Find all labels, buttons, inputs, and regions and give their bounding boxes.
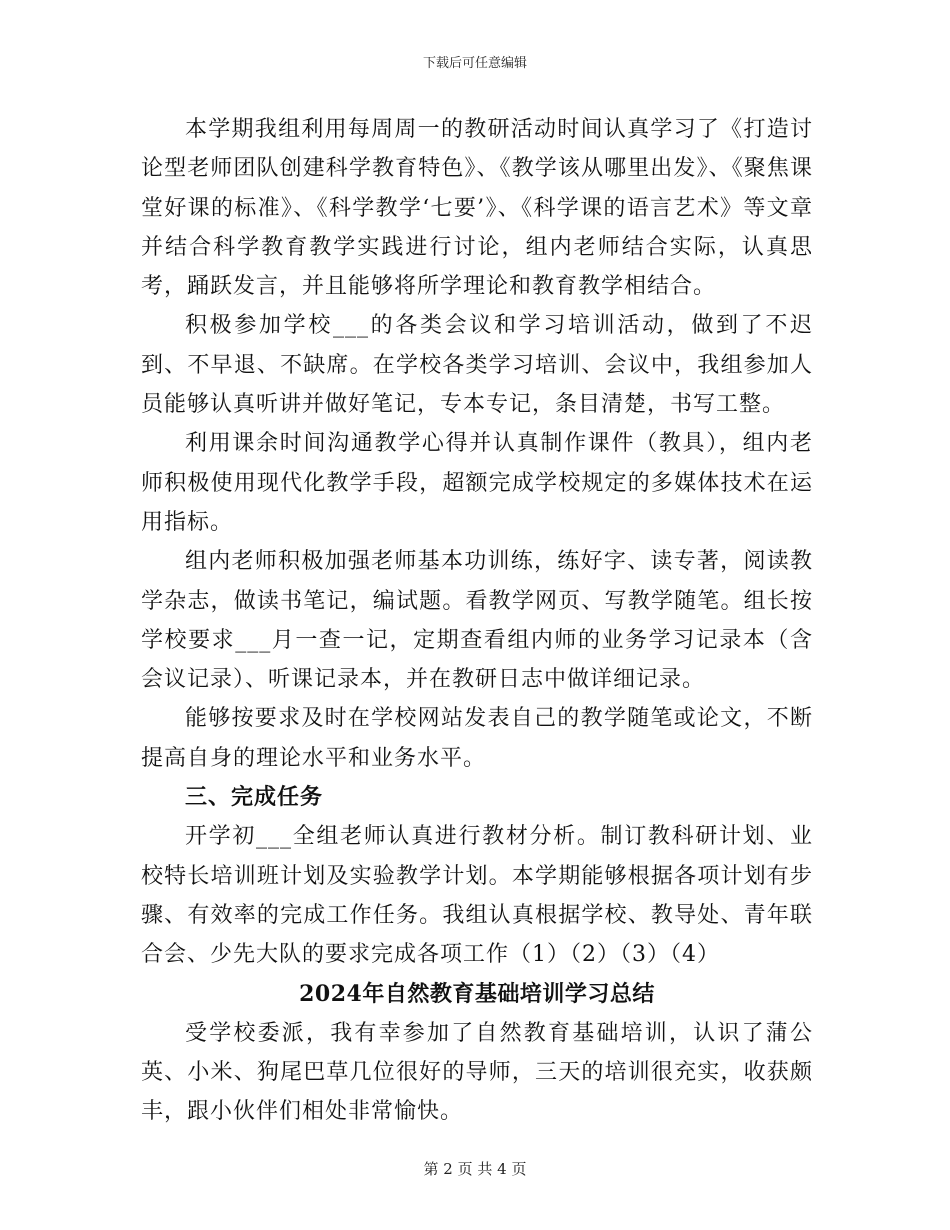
page-footer: 第 2 页 共 4 页 bbox=[423, 1160, 527, 1178]
section-heading: 三、完成任务 bbox=[185, 784, 324, 811]
paragraph-intro: 受学校委派，我有幸参加了自然教育基础培训，认识了蒲公英、小米、狗尾巴草几位很好的导师，三天的培训很充实，收获颇丰，跟小伙伴们相处非常愉快。 bbox=[141, 1020, 813, 1125]
document-title: 2024年自然教育基础培训学习总结 bbox=[299, 980, 655, 1007]
paragraph-tasks: 开学初___全组老师认真进行教材分析。制订教科研计划、业校特长培训班计划及实验教学计划。本学期能够根据各项计划有步骤、有效率的完成工作任务。我组认真根据学校、教导处、青年联合会、少先大队的要求完成各项工作（1）（2）（3）（4） bbox=[141, 824, 813, 968]
paragraph-website: 能够按要求及时在学校网站发表自己的教学随笔或论文，不断提高自身的理论水平和业务水平。 bbox=[141, 706, 813, 771]
paragraph-training: 组内老师积极加强老师基本功训练，练好字、读专著，阅读教学杂志，做读书笔记，编试题。看教学网页、写教学随笔。组长按学校要求___月一查一记，定期查看组内师的业务学习记录本（含会议记录）、听课记录本，并在教研日志中做详细记录。 bbox=[141, 549, 813, 693]
document-body bbox=[141, 110, 813, 1132]
paragraph-meetings: 积极参加学校___的各类会议和学习培训活动，做到了不迟到、不早退、不缺席。在学校各类学习培训、会议中，我组参加人员能够认真听讲并做好笔记，专本专记，条目清楚，书写工整。 bbox=[141, 313, 813, 418]
paragraph-courseware: 利用课余时间沟通教学心得并认真制作课件（教具），组内老师积极使用现代化教学手段，超额完成学校规定的多媒体技术在运用指标。 bbox=[141, 431, 813, 535]
page-header: 下载后可任意编辑 bbox=[422, 56, 527, 71]
paragraph-study: 本学期我组利用每周周一的教研活动时间认真学习了《打造讨论型老师团队创建科学教育特色》、《教学该从哪里出发》、《聚焦课堂好课的标准》、《科学教学‘七要’》、《科学课的语言艺术》等文章并结合科学教育教学实践进行讨论，组内老师结合实际，认真思考，踊跃发言，并且能够将所学理论和教育教学相结合。 bbox=[141, 117, 813, 300]
